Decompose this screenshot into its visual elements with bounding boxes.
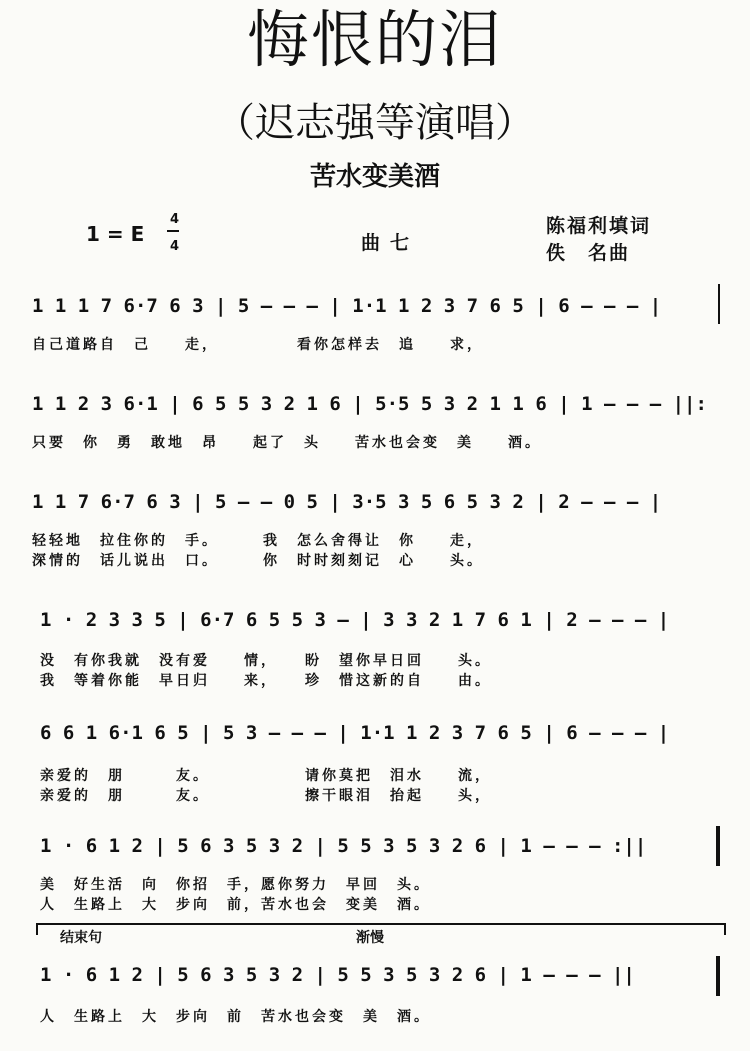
- notation-line-1: 1 1 1 7 6·7 6 3 | 5 — — — | 1·1 1 2 3 7 6 5 | 6 — — — |: [32, 295, 662, 317]
- tempo-marking: 渐慢: [356, 930, 384, 946]
- lyrics-line-1: 自己道路自 己 走， 看你怎样去 追 求，: [32, 337, 484, 353]
- time-signature-bottom: 4: [170, 239, 180, 254]
- performer-subtitle: （迟志强等演唱）: [215, 100, 535, 146]
- notation-line-5: 6 6 1 6·1 6 5 | 5 3 — — — | 1·1 1 2 3 7 6 5 | 6 — — — |: [40, 722, 670, 744]
- notation-line-7: 1 · 6 1 2 | 5 6 3 5 3 2 | 5 5 3 5 3 2 6 | 1 — — — ||: [40, 964, 635, 986]
- notation-line-4: 1 · 2 3 3 5 | 6·7 6 5 5 3 — | 3 3 2 1 7 6 1 | 2 — — — |: [40, 609, 670, 631]
- song-title: 苦水变美酒: [309, 162, 440, 192]
- lyrics-line-3a: 轻轻地 拉住你的 手。 我 怎么舍得让 你 走，: [32, 533, 484, 549]
- final-bar-line: [716, 956, 720, 996]
- song-main-title: 悔恨的泪: [246, 3, 503, 76]
- bar-line: [718, 284, 720, 324]
- key-signature: 1 = E: [86, 222, 145, 246]
- notation-line-2: 1 1 2 3 6·1 | 6 5 5 3 2 1 6 | 5·5 5 3 2 1 1 6 | 1 — — — ||:: [32, 393, 707, 415]
- lyrics-line-6b: 人 生路上 大 步向 前，苦水也会 变美 酒。: [40, 897, 431, 913]
- repeat-bar-line: [716, 826, 720, 866]
- lyrics-line-4a: 没 有你我就 没有爱 情， 盼 望你早日回 头。: [40, 653, 492, 669]
- tune-label: 曲七: [360, 232, 419, 254]
- time-signature-top: 4: [170, 212, 180, 227]
- lyrics-line-5a: 亲爱的 朋 友。 请你莫把 泪水 流，: [40, 768, 492, 784]
- notation-line-3: 1 1 7 6·7 6 3 | 5 — — 0 5 | 3·5 3 5 6 5 3 2 | 2 — — — |: [32, 491, 662, 513]
- lyrics-line-3b: 深情的 话儿说出 口。 你 时时刻刻记 心 头。: [32, 553, 484, 569]
- composer-credit: 佚 名曲: [546, 242, 631, 264]
- lyrics-line-5b: 亲爱的 朋 友。 擦干眼泪 抬起 头，: [40, 788, 492, 804]
- ending-label: 结束句: [60, 930, 102, 946]
- notation-line-6: 1 · 6 1 2 | 5 6 3 5 3 2 | 5 5 3 5 3 2 6 | 1 — — — :||: [40, 835, 647, 857]
- lyrics-line-2: 只要 你 勇 敢地 昂 起了 头 苦水也会变 美 酒。: [32, 435, 542, 451]
- lyrics-line-6a: 美 好生活 向 你招 手，愿你努力 早回 头。: [40, 877, 431, 893]
- lyrics-line-7: 人 生路上 大 步向 前 苦水也会变 美 酒。: [40, 1009, 431, 1025]
- lyricist-credit: 陈福利填词: [546, 215, 652, 237]
- lyrics-line-4b: 我 等着你能 早日归 来， 珍 惜这新的自 由。: [40, 673, 492, 689]
